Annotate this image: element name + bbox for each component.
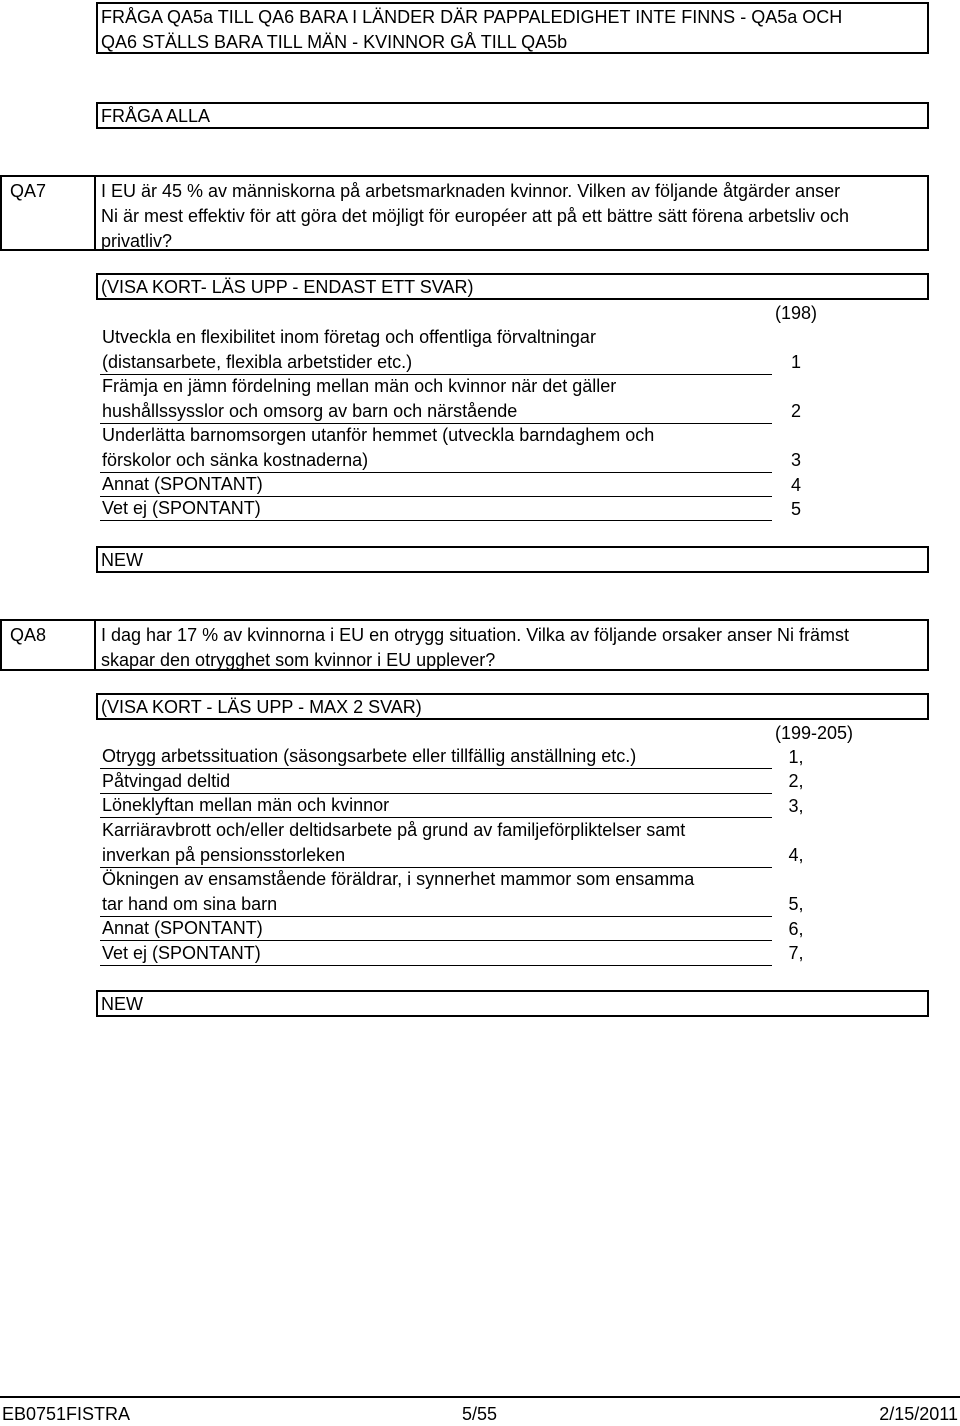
footer-date: 2/15/2011 — [879, 1404, 958, 1424]
qa8-new-tag-box — [96, 990, 929, 1017]
ask-all-box — [96, 102, 929, 129]
footer-doc-id: EB0751FISTRA — [2, 1404, 131, 1424]
ask-all-label: FRÅGA ALLA — [101, 106, 211, 126]
qa7-answer-2-line-1: Främja en jämn fördelning mellan män och kvinnor när det gäller — [102, 376, 617, 396]
qa7-new-tag-box — [96, 546, 929, 573]
qa8-column-code: (199-205) — [775, 723, 854, 743]
qa7-answer-3-line-1: Underlätta barnomsorgen utanför hemmet (utveckla barndaghem och — [102, 425, 655, 445]
qa8-answer-2 — [100, 769, 772, 794]
qa8-answer-6 — [100, 917, 772, 941]
qa7-new-tag: NEW — [101, 550, 143, 570]
qa8-answer-6-line-1: Annat (SPONTANT) — [102, 917, 263, 938]
qa8-answer-7-line-1: Vet ej (SPONTANT) — [102, 942, 261, 963]
qa8-answer-6-code: 6, — [788, 919, 804, 939]
qa8-answer-5-code: 5, — [788, 894, 804, 914]
qa8-text-line-2: skapar den otrygghet som kvinnor i EU upplever? — [101, 650, 496, 670]
qa7-answer-3-line-2: förskolor och sänka kostnaderna) — [102, 449, 369, 470]
footer — [0, 1396, 960, 1422]
qa8-question-box — [94, 619, 929, 671]
routing-line-1: FRÅGA QA5a TILL QA6 BARA I LÄNDER DÄR PAPPALEDIGHET INTE FINNS - QA5a OCH — [101, 7, 843, 27]
qa8-instruction-box — [96, 693, 929, 720]
qa8-answer-3-line-1: Löneklyftan mellan män och kvinnor — [102, 794, 390, 815]
qa7-id: QA7 — [10, 181, 47, 201]
qa8-answer-5-line-1: Ökningen av ensamstående föräldrar, i synnerhet mammor som ensamma — [102, 869, 695, 889]
qa7-answer-2 — [100, 375, 772, 424]
qa8-answer-1 — [100, 745, 772, 769]
qa7-instruction-box — [96, 273, 929, 300]
qa8-answer-5-line-2: tar hand om sina barn — [102, 893, 278, 914]
qa7-answer-1-code: 1 — [790, 352, 801, 372]
qa7-answer-4-line-1: Annat (SPONTANT) — [102, 473, 263, 494]
qa7-text-line-3: privatliv? — [101, 231, 173, 251]
qa8-answer-4-line-2: inverkan på pensionsstorleken — [102, 844, 346, 865]
qa7-text-line-2: Ni är mest effektiv för att göra det möjligt för européer att på ett bättre sätt förena arbetsliv och — [101, 206, 850, 226]
qa7-question-box — [94, 175, 929, 251]
routing-line-2: QA6 STÄLLS BARA TILL MÄN - KVINNOR GÅ TILL QA5b — [101, 32, 568, 52]
qa7-answer-4 — [100, 473, 772, 497]
qa8-answer-1-line-1: Otrygg arbetssituation (säsongsarbete eller tillfällig anställning etc.) — [102, 745, 637, 766]
qa7-answer-2-code: 2 — [790, 401, 801, 421]
qa7-answer-5 — [100, 497, 772, 521]
qa8-answer-3-code: 3, — [788, 796, 804, 816]
qa8-text-line-1: I dag har 17 % av kvinnorna i EU en otrygg situation. Vilka av följande orsaker anser Ni främst — [101, 625, 850, 645]
qa8-id: QA8 — [10, 625, 47, 645]
qa8-instruction: (VISA KORT - LÄS UPP - MAX 2 SVAR) — [101, 697, 422, 717]
qa7-text-line-1: I EU är 45 % av människorna på arbetsmarknaden kvinnor. Vilken av följande åtgärder anser — [101, 181, 841, 201]
qa8-answer-4 — [100, 818, 772, 868]
qa7-answer-5-line-1: Vet ej (SPONTANT) — [102, 497, 261, 518]
qa7-column-code: (198) — [775, 303, 818, 323]
qa7-answer-3-code: 3 — [790, 450, 801, 470]
qa7-answer-4-code: 4 — [790, 475, 801, 495]
qa8-new-tag: NEW — [101, 994, 143, 1014]
qa7-answer-3 — [100, 424, 772, 473]
qa7-answer-5-code: 5 — [790, 499, 801, 519]
qa8-answer-7-code: 7, — [788, 943, 804, 963]
qa7-instruction: (VISA KORT- LÄS UPP - ENDAST ETT SVAR) — [101, 277, 474, 297]
qa7-id-box — [0, 175, 96, 251]
qa8-answer-4-line-1: Karriäravbrott och/eller deltidsarbete på grund av familjeförpliktelser samt — [102, 820, 686, 840]
qa7-answer-1-line-1: Utveckla en flexibilitet inom företag och offentliga förvaltningar — [102, 327, 596, 347]
footer-page-number: 5/55 — [462, 1404, 498, 1424]
qa8-id-box — [0, 619, 96, 671]
qa8-answer-2-line-1: Påtvingad deltid — [102, 770, 231, 791]
qa8-answer-5 — [100, 868, 772, 917]
qa8-answer-1-code: 1, — [788, 747, 804, 767]
qa7-answer-2-line-2: hushållssysslor och omsorg av barn och närstående — [102, 400, 518, 421]
qa7-answer-1 — [100, 326, 772, 375]
qa8-answer-2-code: 2, — [788, 771, 804, 791]
qa8-answer-3 — [100, 794, 772, 818]
qa7-answer-1-line-2: (distansarbete, flexibla arbetstider etc.) — [102, 351, 413, 372]
qa8-answer-4-code: 4, — [788, 845, 804, 865]
qa8-answer-7 — [100, 941, 772, 966]
routing-instruction-box — [96, 2, 929, 54]
